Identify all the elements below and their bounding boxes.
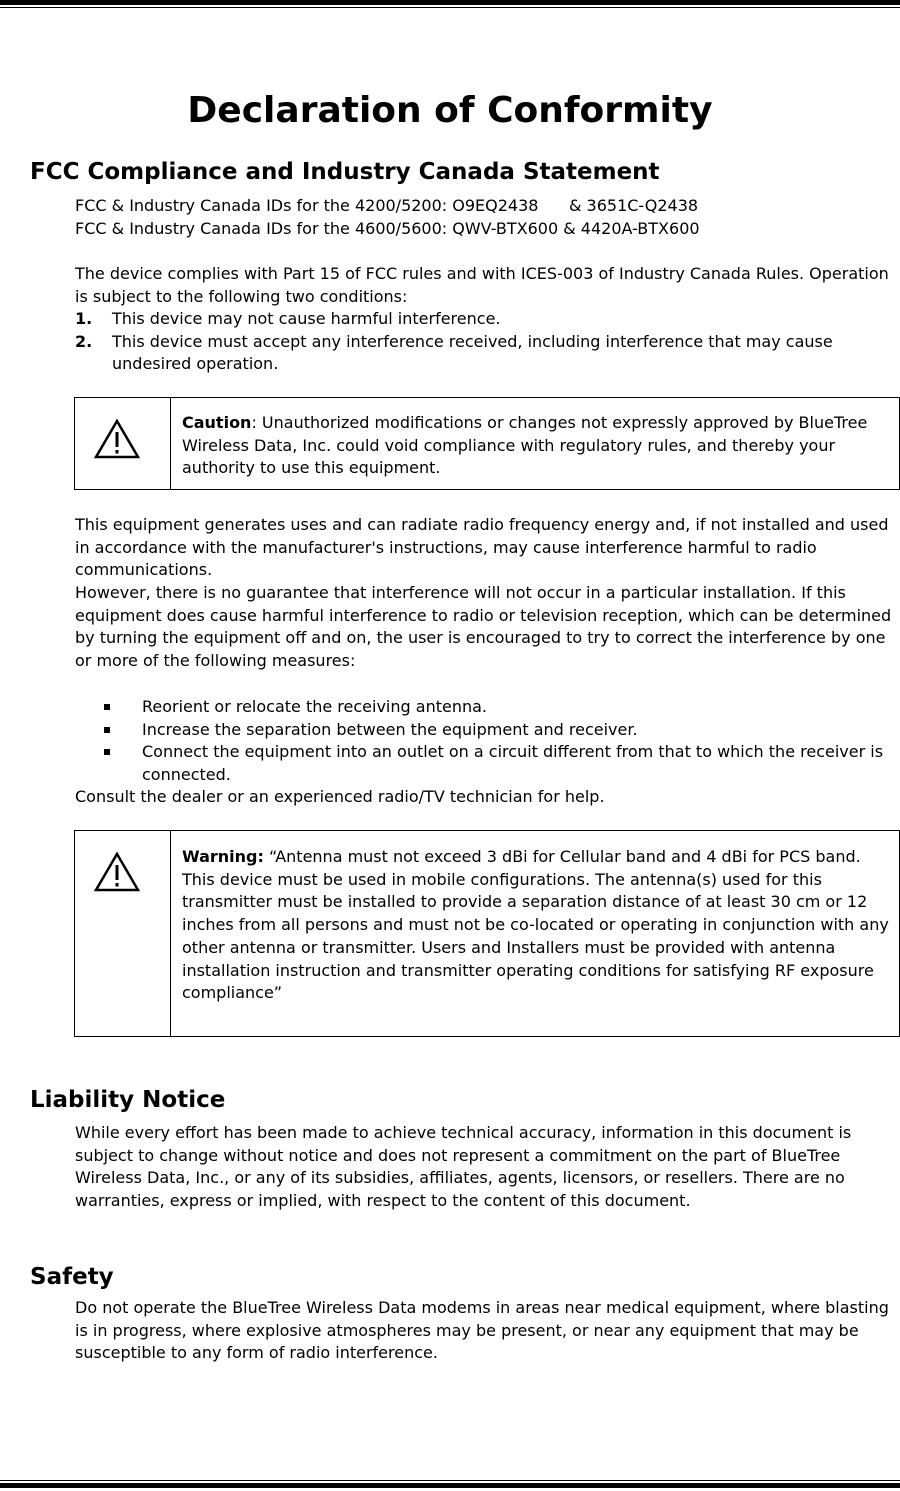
condition-number: 2. [75, 331, 93, 351]
condition-number: 1. [75, 309, 93, 328]
compliance-intro: The device complies with Part 15 of FCC rules and with ICES-003 of Industry Canada Rules. Operation is subject to the following two conditions: [75, 264, 889, 306]
safety-paragraph: Do not operate the BlueTree Wireless Data modems in areas near medical equipment, where blasting is in progress, where explosive atmospheres may be present, or near any equipment that may be susceptible to any form of radio interference. [75, 1298, 889, 1363]
square-bullet-icon [104, 704, 110, 710]
consult-paragraph: Consult the dealer or an experienced radio/TV technician for help. [75, 787, 605, 806]
interference-paragraph-1: This equipment generates uses and can radiate radio frequency energy and, if not installed and used in accordance with the manufacturer's instructions, may cause interference harmful to radio communications. [75, 515, 889, 580]
warning-triangle-icon [93, 851, 141, 893]
fcc-id-lines [75, 195, 900, 240]
measure-text: Reorient or relocate the receiving antenna. [142, 697, 487, 716]
safety-heading: Safety [30, 1264, 114, 1290]
condition-text: This device must accept any interference received, including interference that may cause undesired operation. [112, 331, 833, 374]
measure-item [75, 696, 900, 719]
warning-text: “Antenna must not exceed 3 dBi for Cellular band and 4 dBi for PCS band. This device must be used in mobile configurations. The antenna(s) used for this transmitter must be installed to provide a separation distance of at least 30 cm or 12 inches from all persons and must not be co-located or operating in conjunction with any other antenna or transmitter. Users and Installers must be provided with antenna installation instruction and transmitter operating conditions for satisfying RF exposure compliance” [182, 847, 889, 1003]
measures-list [75, 696, 900, 787]
bottom-rule [0, 1480, 900, 1488]
fcc-id-line-4600: FCC & Industry Canada IDs for the 4600/5600: QWV-BTX600 & 4420A-BTX600 [75, 218, 700, 238]
condition-text: This device may not cause harmful interference. [112, 309, 501, 328]
fcc-id-line-4200: FCC & Industry Canada IDs for the 4200/5200: O9EQ2438 & 3651C-Q2438 [75, 196, 699, 215]
fcc-heading: FCC Compliance and Industry Canada Statement [30, 159, 660, 185]
warning-text-cell [171, 831, 899, 1036]
interference-paragraph-2: However, there is no guarantee that interference will not occur in a particular installation. If this equipment does cause harmful interference to radio or television reception, which can be determined by turning the equipment off and on, the user is encouraged to try to correct the interference by one or more of the following measures: [75, 583, 892, 671]
conditions-list [75, 308, 900, 376]
square-bullet-icon [104, 749, 110, 755]
square-bullet-icon [104, 727, 110, 733]
condition-item [75, 331, 900, 376]
caution-icon-cell [75, 398, 171, 489]
top-rule [0, 0, 900, 8]
condition-item [75, 308, 900, 331]
measure-text: Increase the separation between the equipment and receiver. [142, 719, 638, 739]
caution-text: : Unauthorized modifications or changes not expressly approved by BlueTree Wireless Data, Inc. could void compliance with regulatory rules, and thereby your authority to use this equipment. [182, 413, 868, 478]
measure-item [75, 719, 900, 742]
measure-text: Connect the equipment into an outlet on a circuit different from that to which the receiver is connected. [142, 742, 884, 785]
liability-heading: Liability Notice [30, 1087, 226, 1113]
warning-icon-cell [75, 831, 171, 1036]
measure-item [75, 741, 900, 786]
caution-box [74, 397, 900, 490]
liability-paragraph: While every effort has been made to achieve technical accuracy, information in this document is subject to change without notice and does not represent a commitment on the part of BlueTree Wireless Data, Inc., or any of its subsidies, affiliates, agents, licensors, or resellers. There are no warranties, express or implied, with respect to the content of this document. [75, 1123, 852, 1211]
warning-box [74, 830, 900, 1037]
warning-triangle-icon [93, 418, 141, 460]
caution-label: Caution [182, 413, 252, 432]
warning-label: Warning: [182, 847, 264, 866]
page-title: Declaration of Conformity [187, 90, 713, 131]
caution-text-cell [171, 398, 899, 489]
